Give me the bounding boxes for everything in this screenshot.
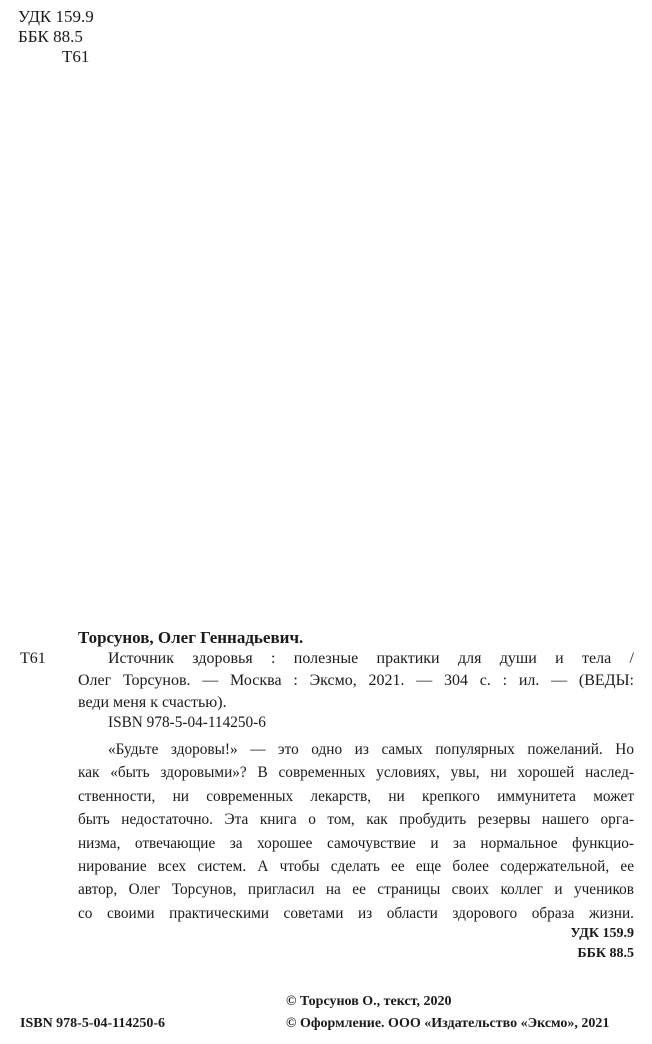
copyright-design: © Оформление. ООО «Издательство «Эксмо», 2021 [286, 1016, 610, 1031]
catalog-title-line-1: Источник здоровья : полезные практики для души и тела / [108, 650, 634, 667]
catalog-title-line-3: веди меня к счастью). [78, 694, 227, 711]
catalog-isbn: ISBN 978-5-04-114250-6 [108, 714, 266, 731]
annotation-line: нирование всех систем. А чтобы сделать ее еще более содержательной, ее [78, 858, 634, 876]
bbk-code-top: ББК 88.5 [18, 27, 83, 46]
annotation-line: ственности, ни современных лекарств, ни крепкого иммунитета может [78, 787, 634, 805]
annotation-line: низма, отвечающие за хорошее самочувствие и за нормальное функцио- [78, 834, 634, 852]
footer-isbn: ISBN 978-5-04-114250-6 [20, 1016, 166, 1031]
catalog-author: Торсунов, Олег Геннадьевич. [78, 628, 304, 647]
annotation-line: «Будьте здоровы!» — это одно из самых популярных пожеланий. Но [108, 741, 634, 758]
annotation-line: быть недостаточно. Эта книга о том, как пробудить резервы нашего орга- [78, 811, 634, 829]
copyright-text: © Торсунов О., текст, 2020 [286, 994, 452, 1009]
catalog-bbk: ББК 88.5 [577, 946, 634, 961]
udk-code-top: УДК 159.9 [18, 7, 94, 26]
annotation-line: автор, Олег Торсунов, пригласил на ее страницы своих коллег и учеников [78, 881, 634, 899]
catalog-title-block [78, 648, 634, 714]
catalog-author-mark: Т61 [20, 650, 46, 667]
annotation [78, 738, 634, 925]
annotation-line: как «быть здоровыми»? В современных условиях, увы, ни хорошей наслед- [78, 764, 634, 782]
catalog-title-line-2: Олег Торсунов. — Москва : Эксмо, 2021. — 304 с. : ил. — (ВЕДЫ: [78, 672, 634, 689]
author-mark-top: Т61 [62, 47, 90, 66]
annotation-line: со своими практическими советами из области здорового образа жизни. [78, 904, 634, 922]
catalog-udk: УДК 159.9 [570, 926, 634, 941]
